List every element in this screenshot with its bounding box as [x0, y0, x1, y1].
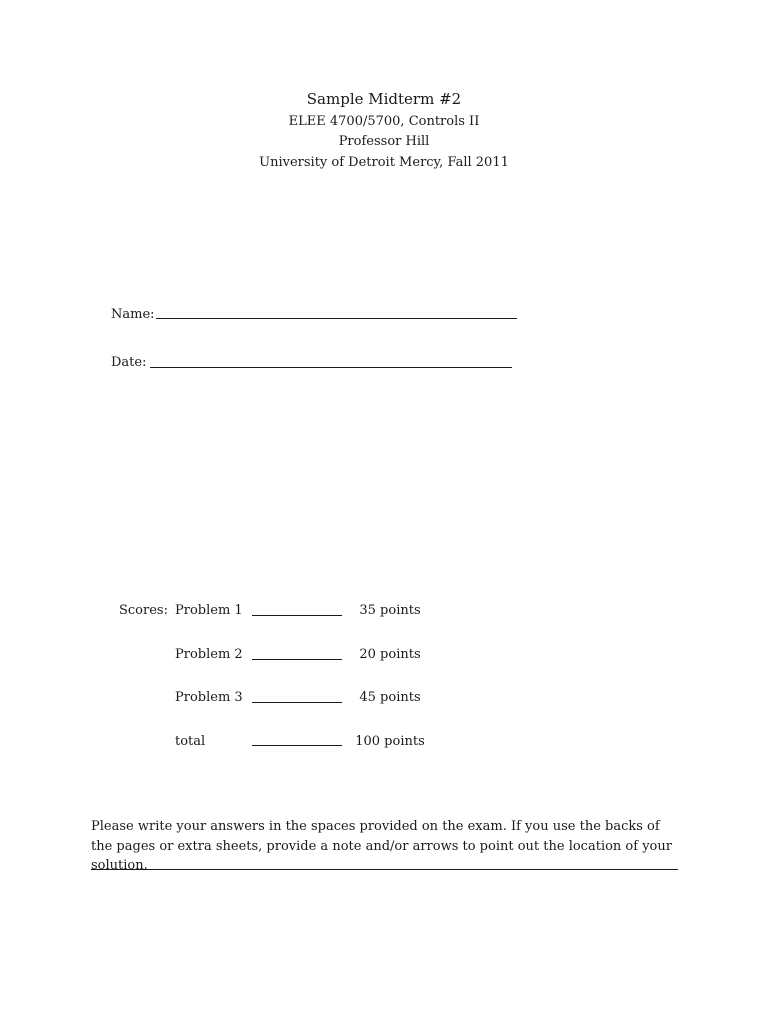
- name-label: Name:: [111, 307, 155, 322]
- date-blank-line: [150, 367, 512, 368]
- score-total-points: 100 points: [355, 734, 425, 749]
- score-total-label: total: [175, 734, 206, 749]
- score-row-label: Problem 1: [175, 603, 243, 618]
- exam-title: Sample Midterm #2: [306, 90, 462, 108]
- score-blank-line: [252, 745, 342, 746]
- course-name: ELEE 4700/5700, Controls II: [288, 114, 480, 129]
- professor-name: Professor Hill: [338, 134, 430, 149]
- horizontal-rule: [91, 869, 678, 870]
- score-row-points: 35 points: [359, 603, 421, 618]
- date-label: Date:: [111, 355, 147, 370]
- score-row-label: Problem 3: [175, 690, 243, 705]
- score-blank-line: [252, 702, 342, 703]
- score-row-points: 20 points: [359, 647, 421, 662]
- score-row-points: 45 points: [359, 690, 421, 705]
- instructions-text: Please write your answers in the spaces provided on the exam. If you use the backs of the pages or extra sheets, provide a note and/or arrows to point out the location of your solution.: [91, 819, 672, 873]
- score-blank-line: [252, 659, 342, 660]
- score-blank-line: [252, 615, 342, 616]
- name-blank-line: [156, 318, 517, 319]
- score-row-label: Problem 2: [175, 647, 243, 662]
- scores-label: Scores:: [119, 603, 168, 618]
- university-term: University of Detroit Mercy, Fall 2011: [259, 155, 509, 170]
